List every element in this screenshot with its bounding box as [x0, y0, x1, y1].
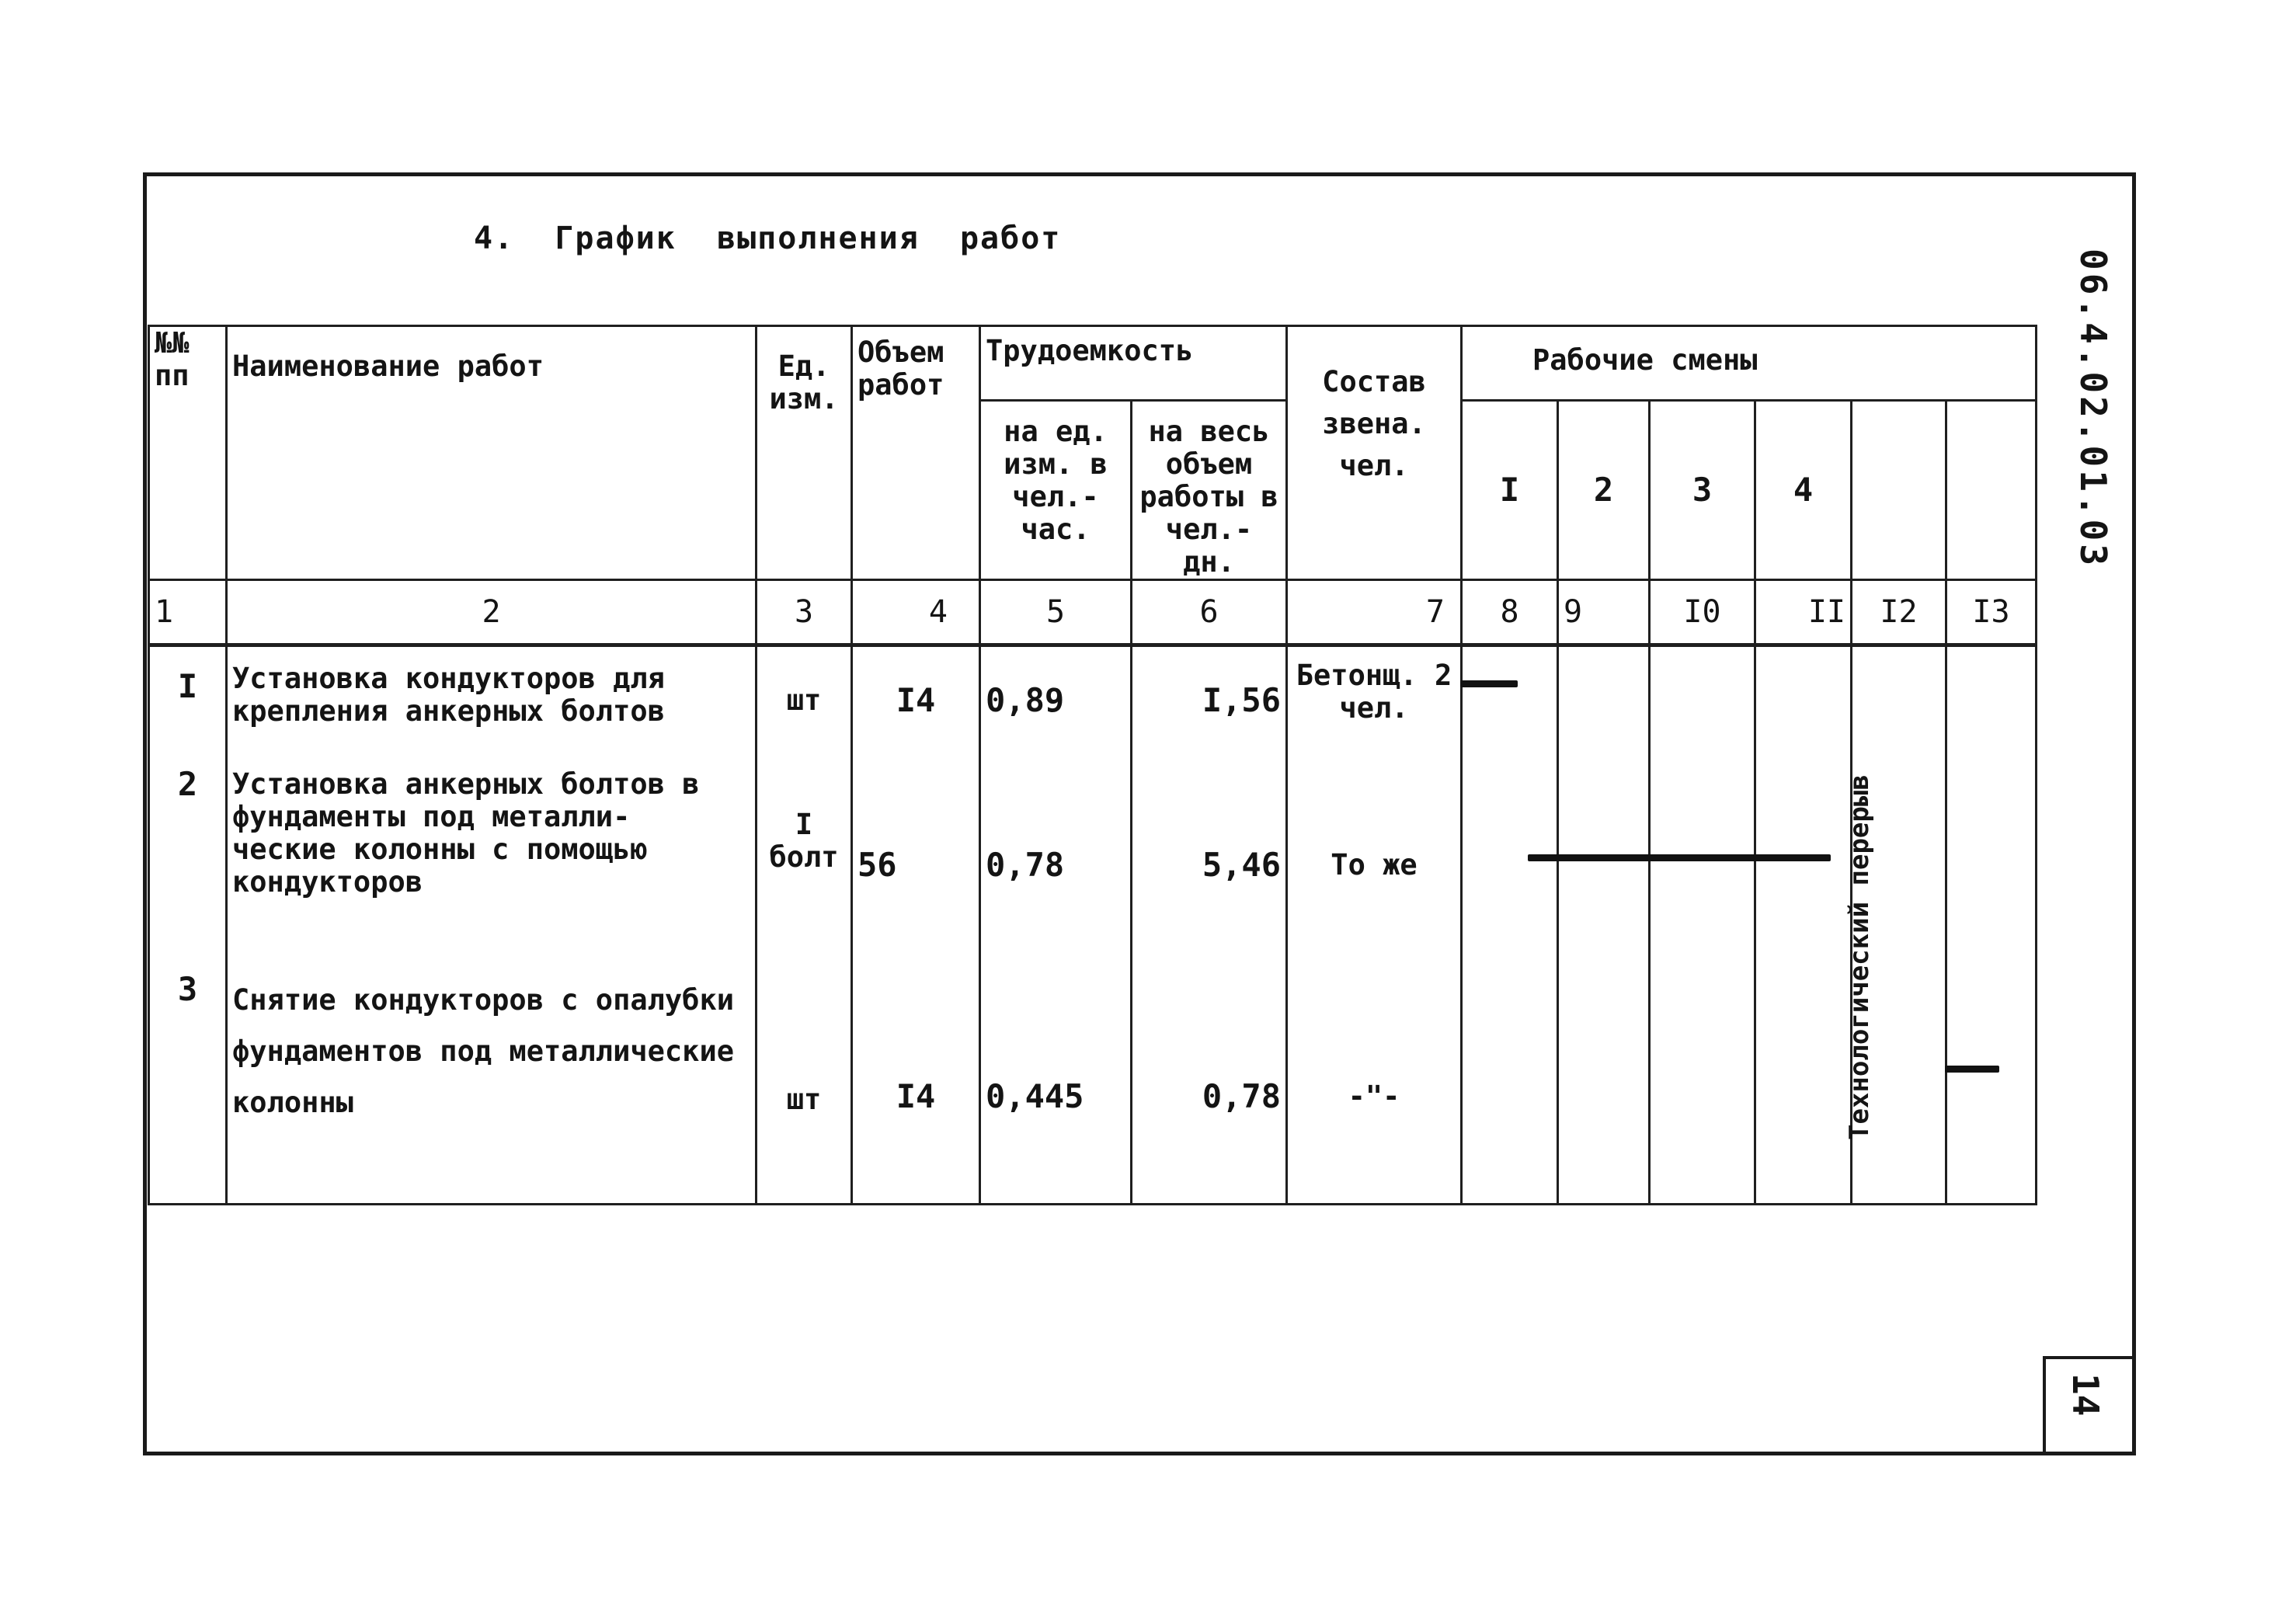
shift-label-4: 4 — [1755, 401, 1852, 580]
row-no: I — [149, 645, 227, 762]
col-num-5: 5 — [980, 580, 1132, 645]
table-row — [149, 762, 2037, 967]
row-unit: I болт — [757, 762, 852, 967]
col-num-6: 6 — [1132, 580, 1287, 645]
page-title: 4. График выполнения работ — [474, 221, 1062, 256]
schedule-bar-3 — [1945, 1066, 1999, 1073]
schedule-bar-1 — [1460, 680, 1518, 687]
row-crew: -"- — [1287, 967, 1462, 1205]
shift-label-2: 2 — [1558, 401, 1650, 580]
row-per-unit: 0,445 — [980, 967, 1132, 1205]
row-total: 0,78 — [1132, 967, 1287, 1205]
header-row-1 — [149, 326, 2037, 401]
col-num-13: I3 — [1946, 580, 2037, 645]
col-num-12: I2 — [1852, 580, 1946, 645]
work-schedule-table — [148, 325, 2037, 1205]
shift-label-6 — [1946, 401, 2037, 580]
row-unit: шт — [757, 645, 852, 762]
document-code: 06.4.02.01.03 — [2072, 249, 2114, 569]
header-name: Наименование работ — [227, 326, 757, 580]
col-num-1: 1 — [149, 580, 227, 645]
col-num-4: 4 — [852, 580, 980, 645]
header-crew: Состав звена. чел. — [1287, 326, 1462, 580]
schedule-bar-2 — [1528, 854, 1831, 861]
column-number-row — [149, 580, 2037, 645]
col-num-11: II — [1755, 580, 1852, 645]
row-name: Снятие кондукторов с опалубки фундаментов под металлические колонны — [227, 967, 757, 1205]
row-volume: I4 — [852, 967, 980, 1205]
header-unit: Ед. изм. — [757, 326, 852, 580]
col-num-3: 3 — [757, 580, 852, 645]
tech-break-note: Технологический перерыв — [1844, 774, 1875, 1140]
table-row — [149, 967, 2037, 1205]
row-total: 5,46 — [1132, 762, 1287, 967]
header-labor: Трудоемкость — [980, 326, 1287, 401]
row-no: 3 — [149, 967, 227, 1205]
header-labor-per-unit: на ед. изм. в чел.- час. — [980, 401, 1132, 580]
shift-label-5 — [1852, 401, 1946, 580]
row-per-unit: 0,78 — [980, 762, 1132, 967]
col-num-9: 9 — [1558, 580, 1650, 645]
page-number: 14 — [2065, 1373, 2106, 1417]
row-volume: I4 — [852, 645, 980, 762]
shift-label-3: 3 — [1650, 401, 1755, 580]
header-labor-total: на весь объем работы в чел.- дн. — [1132, 401, 1287, 580]
col-num-7: 7 — [1287, 580, 1462, 645]
header-volume: Объем работ — [852, 326, 980, 580]
row-total: I,56 — [1132, 645, 1287, 762]
row-name: Установка анкерных болтов в фундаменты под металли- ческие колонны с помощью кондукторов — [227, 762, 757, 967]
row-crew: То же — [1287, 762, 1462, 967]
shift-label-1: I — [1462, 401, 1558, 580]
row-no: 2 — [149, 762, 227, 967]
table-row — [149, 645, 2037, 762]
header-shifts: Рабочие смены — [1462, 326, 2037, 401]
row-volume: 56 — [852, 762, 980, 967]
col-num-10: I0 — [1650, 580, 1755, 645]
col-num-2: 2 — [227, 580, 757, 645]
row-crew: Бетонщ. 2 чел. — [1287, 645, 1462, 762]
row-unit: шт — [757, 967, 852, 1205]
row-name: Установка кондукторов для крепления анкерных болтов — [227, 645, 757, 762]
row-per-unit: 0,89 — [980, 645, 1132, 762]
header-no: №№ пп — [149, 326, 227, 580]
col-num-8: 8 — [1462, 580, 1558, 645]
